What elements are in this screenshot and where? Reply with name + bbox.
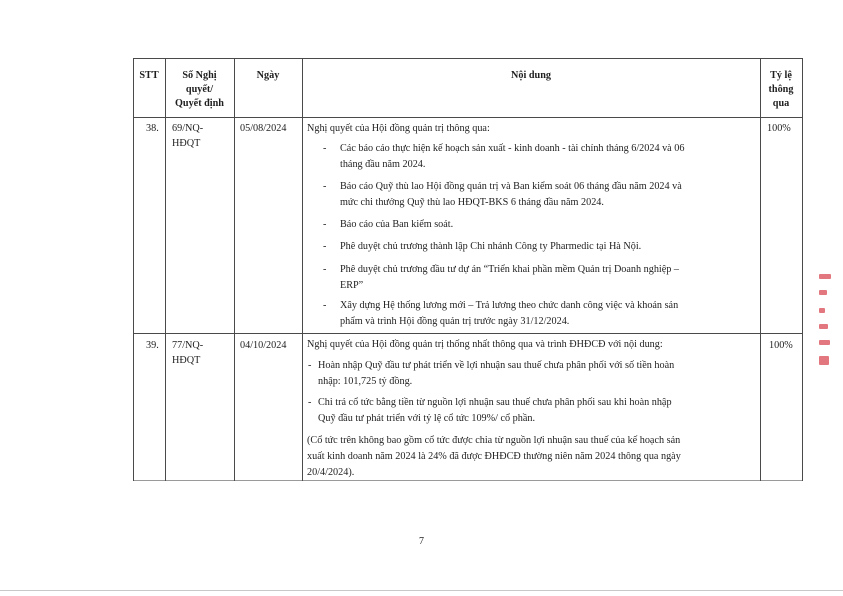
row38-rate: 100%: [767, 123, 791, 134]
row39-note-line1: (Cổ tức trên không bao gồm cổ tức được chia từ nguồn lợi nhuận sau thuế của kế hoạch sản: [307, 435, 681, 446]
row38-item6-line1: Xây dựng Hệ thống lương mới – Trả lương theo chức danh công việc và khoán sản: [340, 300, 679, 311]
header-noidung: Nội dung: [511, 70, 551, 81]
col-border-stt: [165, 58, 166, 481]
row38-item2-line2: mức chi thưởng Quỹ thù lao HĐQT-BKS 6 tháng đầu năm 2024.: [340, 197, 604, 208]
header-ngay: Ngày: [256, 70, 280, 81]
row38-so-line1: 69/NQ-: [172, 123, 204, 134]
row38-so-line2: HĐQT: [172, 138, 201, 149]
row38-stt: 38.: [146, 123, 159, 134]
row39-item2-line1: Chi trả cổ tức bằng tiền từ nguồn lợi nhuận sau thuế chưa phân phối sau khi hoàn nhập: [318, 397, 672, 408]
row38-intro: Nghị quyết của Hội đồng quản trị thông qua:: [307, 123, 490, 134]
row38-item5-line1: Phê duyệt chủ trương đầu tư dự án “Triển khai phần mềm Quản trị Doanh nghiệp –: [340, 264, 680, 275]
row39-item1-line1: Hoàn nhập Quỹ đầu tư phát triển về lợi nhuận sau thuế chưa phân phối với số tiền hoàn: [318, 360, 675, 371]
header-so-line1: Số Nghị: [182, 70, 217, 81]
header-stt: STT: [139, 70, 159, 81]
col-border-so: [234, 58, 235, 481]
page-number: 7: [419, 536, 424, 547]
row39-ngay: 04/10/2024: [240, 340, 287, 351]
row39-item1-line2: nhập: 101,725 tỷ đồng.: [318, 376, 413, 387]
row38-ngay: 05/08/2024: [240, 123, 287, 134]
row38-item1-line2: tháng đầu năm 2024.: [340, 159, 426, 170]
header-tyle-line2: thông: [768, 84, 794, 95]
scan-edge-line: [0, 590, 843, 591]
bullet-dash: -: [323, 181, 327, 192]
row38-item1-line1: Các báo cáo thực hiện kế hoạch sản xuất - kinh doanh - tài chính tháng 6/2024 và 06: [340, 143, 685, 154]
header-so-line3: Quyết định: [175, 98, 224, 109]
bullet-dash: -: [323, 143, 327, 154]
row39-item2-line2: Quỹ đầu tư phát triển với tỷ lệ cổ tức 109%/ cổ phần.: [318, 413, 536, 424]
row39-so-line2: HĐQT: [172, 355, 201, 366]
col-border-left: [133, 58, 134, 481]
row39-intro: Nghị quyết của Hội đồng quản trị thống nhất thông qua và trình ĐHĐCĐ với nội dung:: [307, 339, 663, 350]
bullet-dash: -: [308, 360, 312, 371]
col-border-ngay: [302, 58, 303, 481]
bullet-dash: -: [323, 241, 327, 252]
row38-item2-line1: Báo cáo Quỹ thù lao Hội đồng quản trị và Ban kiểm soát 06 tháng đầu năm 2024 và: [340, 181, 682, 192]
row38-item5-line2: ERP”: [340, 280, 364, 291]
row39-note-line3: 20/4/2024).: [307, 467, 355, 478]
row39-rate: 100%: [769, 340, 793, 351]
row38-item3-line1: Báo cáo của Ban kiểm soát.: [340, 219, 454, 230]
header-so-line2: quyết/: [185, 84, 214, 95]
row38-item4-line1: Phê duyệt chủ trương thành lập Chi nhánh Công ty Pharmedic tại Hà Nội.: [340, 241, 642, 252]
row39-note-line2: xuất kinh doanh năm 2024 là 24% đã được ĐHĐCĐ thường niên năm 2024 thông qua ngày: [307, 451, 681, 462]
bullet-dash: -: [308, 397, 312, 408]
header-tyle-line3: qua: [772, 98, 790, 109]
bullet-dash: -: [323, 219, 327, 230]
bullet-dash: -: [323, 264, 327, 275]
col-border-right: [802, 58, 803, 481]
row39-stt: 39.: [146, 340, 159, 351]
row39-so-line1: 77/NQ-: [172, 340, 204, 351]
bullet-dash: -: [323, 300, 327, 311]
header-tyle-line1: Tỷ lệ: [770, 70, 792, 81]
col-border-noidung: [760, 58, 761, 481]
row38-item6-line2: phẩm và trình Hội đồng quản trị trước ngày 31/12/2024.: [340, 316, 570, 327]
stamp-mark-icon: [817, 272, 833, 368]
